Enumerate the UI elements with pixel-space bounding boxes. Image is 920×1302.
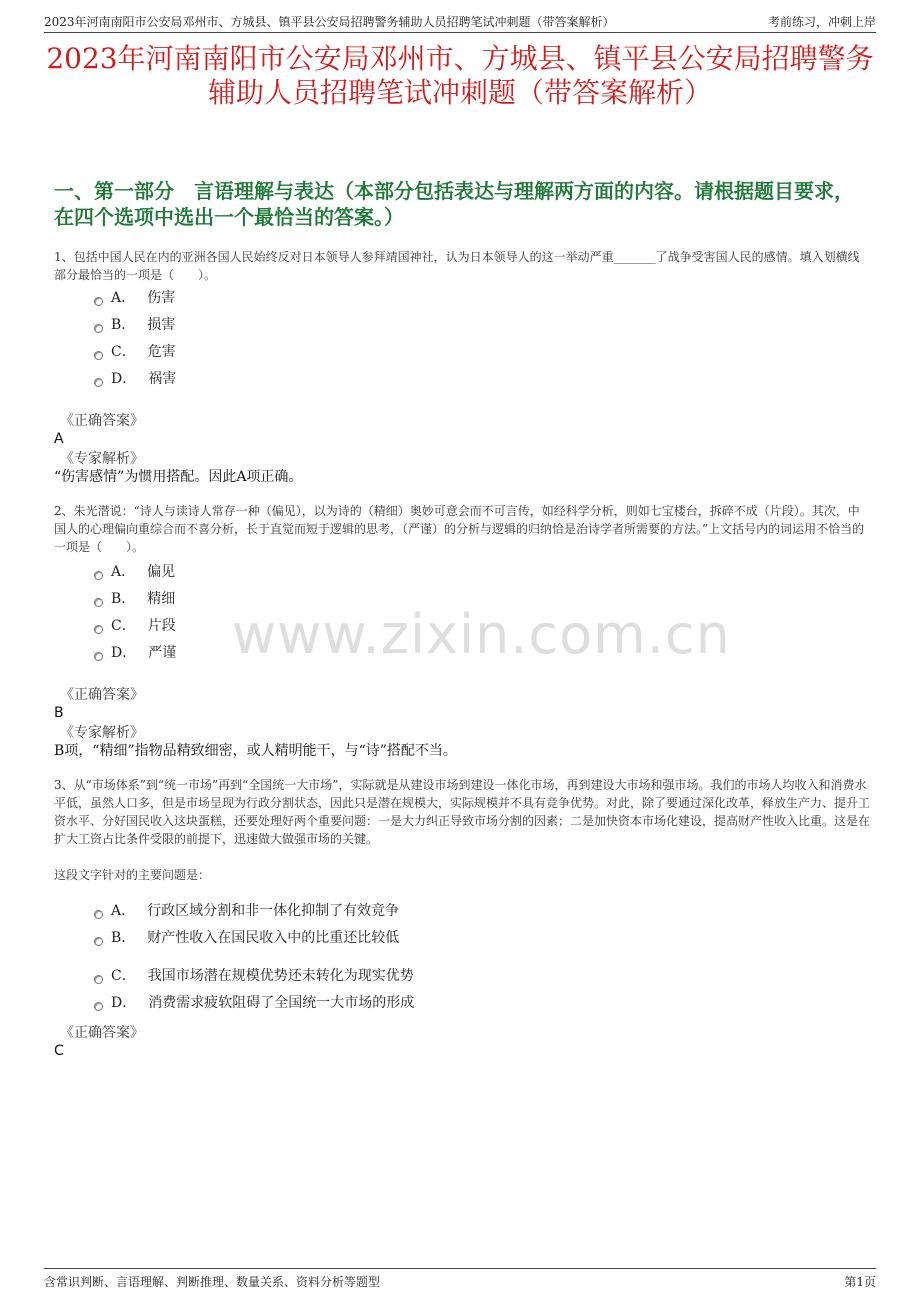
radio-icon[interactable]: [94, 571, 103, 580]
question-3-option-a[interactable]: [94, 901, 399, 921]
question-3-text: 3、从“市场体系”到“统一市场”再到“全国统一大市场”，实际就是从建设市场到建设一体化市场，再到建设大市场和强市场。我们的市场人均收入和消费水平低，虽然人口多，但是市场呈现为行政分割状态，因此只是潜在规模大，实际规模并不具有竞争优势。对此，除了要通过深化改革，释放生产力、提升工资水平、分好国民收入这块蛋糕，还要处理好两个重要问题：一是大力纠正导致市场分割的因素；二是加快资本市场化建设，提高财产性收入比重。这是在扩大工资占比条件受限的前提下，迅速做大做强市场的关键。: [54, 778, 871, 846]
option-letter: D．: [111, 995, 137, 1011]
question-2-text: 2、朱光潜说：“诗人与读诗人常存一种（偏见），以为诗的（精细）奥妙可意会而不可言传，如经科学分析，则如七宝楼台，拆碎不成（片段）。其次，中国人的心理偏向重综合而不喜分析，长于直觉而短于逻辑的思考，（严谨）的分析与逻辑的归纳恰是治诗学者所需要的方法。”上文括号内的词运用不恰当的一项是（ ）。: [54, 504, 865, 554]
question-1-analysis-label: 《专家解析》: [60, 451, 144, 467]
option-text: 祸害: [148, 371, 177, 387]
header-doc-title: 2023年河南南阳市公安局邓州市、方城县、镇平县公安局招聘警务辅助人员招聘笔试冲刺题（带答案解析）: [44, 15, 615, 29]
radio-icon[interactable]: [94, 351, 103, 360]
watermark: www.zixin.com.cn: [232, 603, 731, 666]
option-letter: D．: [111, 371, 137, 387]
header-slogan: 考前练习，冲刺上岸: [767, 15, 876, 29]
question-1-answer-label: 《正确答案》: [60, 413, 144, 429]
option-letter: A．: [111, 290, 136, 306]
question-3-prompt: 这段文字针对的主要问题是：: [54, 868, 211, 882]
question-1-text: 1、包括中国人民在内的亚洲各国人民始终反对日本领导人参拜靖国神社，认为日本领导人的这一举动严重_______了战争受害国人民的感情。填入划横线部分最恰当的一项是（ ）。: [54, 250, 860, 282]
question-1-option-a[interactable]: [94, 288, 175, 308]
page-footer: [44, 1268, 876, 1291]
radio-icon[interactable]: [94, 598, 103, 607]
question-3-answer: C: [54, 1043, 64, 1059]
radio-icon[interactable]: [94, 324, 103, 333]
radio-icon[interactable]: [94, 652, 103, 661]
question-1-option-b[interactable]: [94, 315, 175, 335]
radio-icon[interactable]: [94, 975, 103, 984]
option-text: 消费需求疲软阻碍了全国统一大市场的形成: [148, 995, 415, 1011]
question-2-option-a[interactable]: [94, 562, 175, 582]
option-text: 偏见: [147, 564, 176, 580]
option-text: 片段: [147, 618, 176, 634]
option-letter: B．: [111, 930, 136, 946]
question-2-option-d[interactable]: [94, 643, 176, 663]
option-letter: C．: [111, 968, 136, 984]
question-2-option-b[interactable]: [94, 589, 175, 609]
question-3-option-d[interactable]: [94, 993, 414, 1013]
option-text: 危害: [147, 344, 176, 360]
question-2-answer-label: 《正确答案》: [60, 687, 144, 703]
option-letter: A．: [111, 903, 136, 919]
question-2-analysis-label: 《专家解析》: [60, 725, 144, 741]
option-text: 行政区域分割和非一体化抑制了有效竞争: [147, 903, 400, 919]
radio-icon[interactable]: [94, 937, 103, 946]
option-letter: C．: [111, 618, 136, 634]
radio-icon[interactable]: [94, 1002, 103, 1011]
question-2-analysis: B项，“精细”指物品精致细密，或人精明能干，与“诗”搭配不当。: [54, 743, 457, 759]
option-text: 精细: [147, 591, 176, 607]
question-1-option-d[interactable]: [94, 369, 176, 389]
question-1-analysis: “伤害感情”为惯用搭配。因此A项正确。: [54, 469, 303, 485]
option-text: 严谨: [148, 645, 177, 661]
option-text: 财产性收入在国民收入中的比重还比较低: [147, 930, 400, 946]
option-letter: A．: [111, 564, 136, 580]
document-title: 2023年河南南阳市公安局邓州市、方城县、镇平县公安局招聘警务辅助人员招聘笔试冲刺题（带答案解析）: [46, 42, 874, 109]
radio-icon[interactable]: [94, 910, 103, 919]
radio-icon[interactable]: [94, 625, 103, 634]
footer-topics: 含常识判断、言语理解、判断推理、数量关系、资料分析等题型: [44, 1275, 381, 1289]
option-text: 伤害: [147, 290, 176, 306]
option-letter: D．: [111, 645, 137, 661]
question-3-option-b[interactable]: [94, 928, 399, 948]
option-letter: C．: [111, 344, 136, 360]
question-2-answer: B: [54, 705, 64, 721]
question-1-option-c[interactable]: [94, 342, 176, 362]
question-3-answer-label: 《正确答案》: [60, 1025, 144, 1041]
question-2-option-c[interactable]: [94, 616, 176, 636]
option-letter: B．: [111, 317, 136, 333]
option-text: 我国市场潜在规模优势还未转化为现实优势: [147, 968, 414, 984]
section-heading: 一、第一部分 言语理解与表达（本部分包括表达与理解两方面的内容。请根据题目要求，在四个选项中选出一个最恰当的答案。）: [54, 179, 854, 229]
question-3-option-c[interactable]: [94, 966, 414, 986]
question-1-answer: A: [54, 431, 64, 447]
radio-icon[interactable]: [94, 378, 103, 387]
option-text: 损害: [147, 317, 176, 333]
option-letter: B．: [111, 591, 136, 607]
page-number: 第1页: [844, 1275, 876, 1289]
radio-icon[interactable]: [94, 297, 103, 306]
page-header: [44, 10, 876, 33]
